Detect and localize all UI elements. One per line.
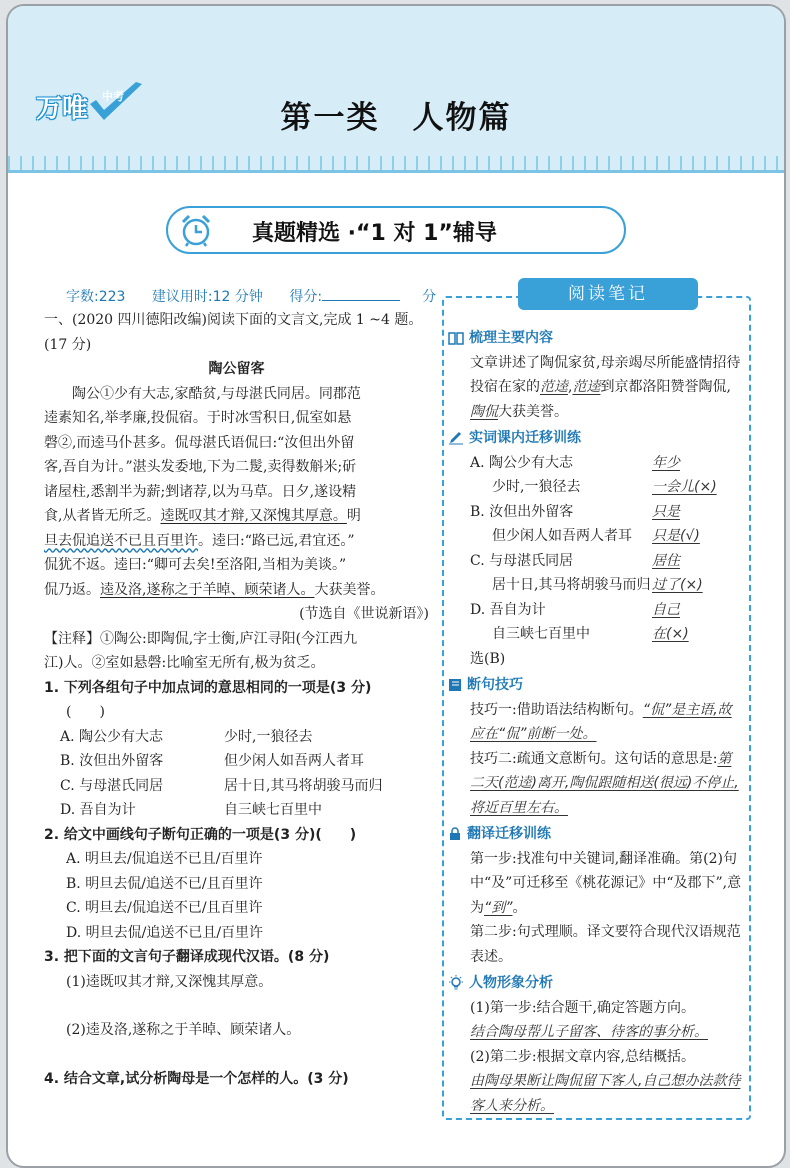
underlined-sentence-1: 逵既叹其才辩,又深愧其厚意。 <box>160 508 347 524</box>
passage-text: 侃乃返。 <box>44 581 100 598</box>
handwritten: 陶侃 <box>470 403 498 420</box>
header-divider <box>8 170 784 173</box>
handwritten: 由陶母果断让陶侃留下客人,自己想办法款待客人来分析。 <box>470 1073 741 1114</box>
option: D. 吾自为计 <box>60 802 136 818</box>
marked-sentence: 旦去侃追送不已且百里许 <box>44 532 198 549</box>
text: 大获美誉。 <box>498 403 568 420</box>
score-label: 得分: <box>289 289 323 305</box>
handwritten: “到” <box>484 899 513 916</box>
word-row <box>448 451 744 476</box>
annotation: 【注释】①陶公:即陶侃,字士衡,庐江寻阳(今江西九 <box>44 630 358 647</box>
heading-text: 人物形象分析 <box>469 975 553 991</box>
notebook-icon <box>448 678 462 692</box>
section-banner <box>166 206 626 254</box>
word-row <box>448 622 744 647</box>
book-icon <box>448 331 464 345</box>
answer-space[interactable] <box>44 994 429 1018</box>
step: (2)第二步:根据文章内容,总结概括。 <box>470 1048 695 1065</box>
pencil-icon <box>448 431 464 445</box>
passage-line: 诸屋柱,悉割半为薪;剉诸荐,以为马草。日夕,遂设精 <box>44 483 357 500</box>
word-row <box>448 598 744 623</box>
step <box>448 847 744 921</box>
score-blank[interactable] <box>322 300 400 301</box>
question-4: 4. 结合文章,试分析陶母是一个怎样的人。(3 分) <box>44 1070 349 1087</box>
handwritten: 在(×) <box>652 626 689 642</box>
text: 到京都洛阳赞誉陶侃, <box>600 379 731 395</box>
option: A. 陶公少有大志 <box>60 728 164 745</box>
word-row <box>448 549 744 574</box>
text: 技巧二:疏通文意断句。这句话的意思是: <box>470 750 718 767</box>
option: 少时,一狼径去 <box>224 728 313 745</box>
passage-line: 磬②,而逵马仆甚多。侃母湛氏语侃曰:“汝但出外留 <box>44 434 355 451</box>
word-row <box>448 500 744 525</box>
option: B. 明旦去侃/追送不已/且百里许 <box>66 875 263 892</box>
option-row <box>44 798 429 823</box>
text: A. 陶公少有大志 <box>470 454 574 471</box>
decorative-border <box>8 156 784 170</box>
passage-text: 大获美誉。 <box>314 581 385 598</box>
section-heading <box>448 673 744 698</box>
option: C. 与母湛氏同居 <box>60 777 164 794</box>
handwritten: 第二天(范逵)离开,陶侃跟随相送(很远)不停止,将近百里左右。 <box>470 750 739 816</box>
translation-sentence: (2)逵及洛,遂称之于羊晫、顾荣诸人。 <box>66 1022 301 1038</box>
intro: 一、(2020 四川德阳改编)阅读下面的文言文,完成 1 ~4 题。(17 分) <box>44 312 423 353</box>
option-row <box>44 725 429 750</box>
passage-line <box>44 504 429 529</box>
handwritten: 范逵 <box>572 379 601 395</box>
answer-paren[interactable]: ( ) <box>66 704 105 720</box>
question-1: 1. 下列各组句子中加点词的意思相同的一项是(3 分) <box>44 679 372 696</box>
page <box>6 4 786 1168</box>
handwritten: 自己 <box>652 601 680 618</box>
handwritten: 过了(×) <box>652 577 703 593</box>
passage-text: 食,从者皆无所乏。 <box>44 508 161 524</box>
passage-text: 。逵曰:“路已远,君宜还。” <box>198 532 355 549</box>
logo-text: 万唯 <box>36 94 89 124</box>
alarm-clock-icon <box>178 213 214 247</box>
option: D. 明旦去侃/追送不已且/百里许 <box>66 924 264 941</box>
text: 技巧一:借助语法结构断句。 <box>470 701 643 718</box>
handwritten: 只是(√) <box>652 528 700 544</box>
answer: 选(B) <box>470 650 506 667</box>
logo-small-text: 中考 <box>102 90 124 103</box>
passage-line: 客,吾自为计。”湛头发委地,下为二髲,卖得数斛米;斫 <box>44 459 357 475</box>
passage-line: 陶公①少有大志,家酷贫,与母湛氏同居。同郡范 <box>72 385 361 402</box>
content-summary <box>448 351 744 425</box>
text: 但少闲人如吾两人者耳 <box>492 528 632 544</box>
text: 第一步:找准句中关键词,翻译准确。第(2)句中“及”可迁移至《桃花源记》中“及郡下”,意为 <box>470 850 742 916</box>
question-2: 2. 给文中画线句子断句正确的一项是(3 分)( ) <box>44 826 357 843</box>
text: 自三峡七百里中 <box>492 626 590 642</box>
heading-text: 梳理主要内容 <box>469 330 553 346</box>
word-row <box>448 475 744 500</box>
heading-text: 实词课内迁移训练 <box>469 430 581 446</box>
section-heading <box>448 326 744 351</box>
handwritten: 范逵 <box>540 379 568 395</box>
text: C. 与母湛氏同居 <box>470 552 574 569</box>
word-count: 字数:223 <box>66 289 126 305</box>
text: 少时,一狼径去 <box>492 479 581 495</box>
banner-text: 真题精选 ·“1 对 1”辅导 <box>252 221 497 246</box>
passage-line: 侃犹不返。逵曰:“卿可去矣!至洛阳,当相为美谈。” <box>44 557 347 573</box>
underlined-sentence-2: 逵及洛,遂称之于羊晫、顾荣诸人。 <box>100 581 315 598</box>
text: 。 <box>512 899 527 916</box>
handwritten: 年少 <box>652 454 680 471</box>
reading-notes-title: 阅读笔记 <box>518 278 698 310</box>
tip <box>448 747 744 821</box>
handwritten: “侃”是主语,故应在“侃”前断一处。 <box>470 701 732 742</box>
word-row <box>448 524 744 549</box>
text: , <box>568 379 573 395</box>
passage-line <box>44 529 429 554</box>
text: D. 吾自为计 <box>470 601 546 618</box>
annotation: 江)人。②室如悬磬:比喻室无所有,极为贫乏。 <box>44 655 325 671</box>
suggested-time: 建议用时:12 分钟 <box>151 289 263 305</box>
option-row <box>44 774 429 799</box>
step: (1)第一步:结合题干,确定答题方向。 <box>470 999 695 1016</box>
passage-title: 陶公留客 <box>208 361 265 377</box>
option: 但少闲人如吾两人者耳 <box>224 753 364 769</box>
tip <box>448 698 744 747</box>
text: 文章讲述了陶侃家贫,母亲竭尽所能盛情招待投宿在家的 <box>470 354 741 395</box>
heading-text: 翻译迁移训练 <box>467 826 551 842</box>
handwritten: 结合陶母帮儿子留客、待客的事分析。 <box>470 1024 708 1040</box>
translation-sentence: (1)逵既叹其才辩,又深愧其厚意。 <box>66 973 273 990</box>
section-heading <box>448 822 744 847</box>
passage-text: 明 <box>346 508 361 524</box>
question-column <box>44 308 429 1091</box>
word-row <box>448 573 744 598</box>
question-3: 3. 把下面的文言句子翻译成现代汉语。(8 分) <box>44 949 330 965</box>
option: B. 汝但出外留客 <box>60 753 164 769</box>
lightbulb-icon <box>448 975 464 991</box>
option: 居十日,其马将胡骏马而归 <box>224 777 383 794</box>
passage-source: (节选自《世说新语》) <box>299 606 429 622</box>
text: B. 汝但出外留客 <box>470 503 574 520</box>
score-unit: 分 <box>422 289 437 305</box>
option-row <box>44 749 429 774</box>
option: A. 明旦去/侃追送不已且/百里许 <box>66 851 263 867</box>
passage-line <box>44 578 429 603</box>
answer-space[interactable] <box>44 1043 429 1067</box>
handwritten: 一会儿(×) <box>652 479 717 495</box>
reading-meta <box>66 286 458 306</box>
page-title: 第一类 人物篇 <box>280 100 512 136</box>
handwritten: 只是 <box>652 503 680 520</box>
text: 居十日,其马将胡骏马而归 <box>492 577 651 593</box>
heading-text: 断句技巧 <box>467 677 523 693</box>
option: 自三峡七百里中 <box>224 802 322 818</box>
handwritten: 居住 <box>652 552 680 569</box>
passage-line: 逵素知名,举孝廉,投侃宿。于时冰雪积日,侃室如悬 <box>44 410 352 426</box>
step: 第二步:句式理顺。译文要符合现代汉语规范表述。 <box>470 924 741 965</box>
section-heading <box>448 426 744 451</box>
option: C. 明旦去/侃追送不已/且百里许 <box>66 900 263 916</box>
section-heading <box>448 971 744 996</box>
lock-icon <box>448 827 462 841</box>
reading-notes <box>448 324 744 1118</box>
